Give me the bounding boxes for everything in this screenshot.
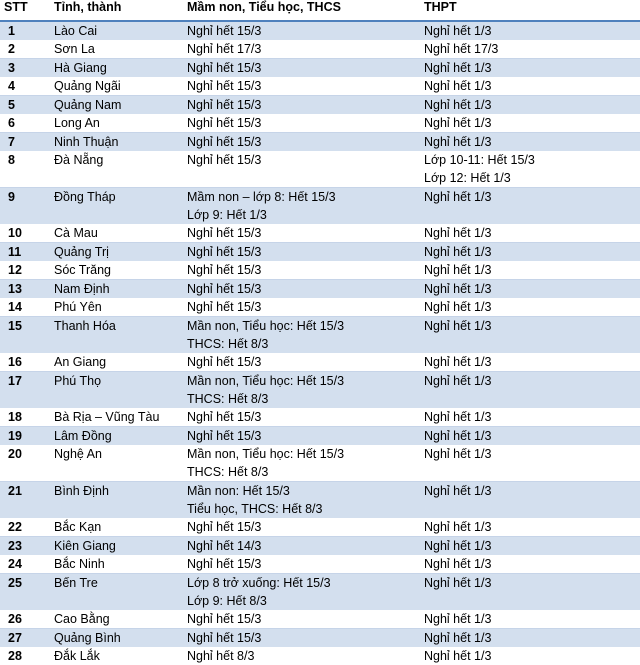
row-province: Kiên Giang [50,537,183,556]
primary-secondary-line: Lớp 9: Hết 1/3 [187,208,267,222]
row-province: Quảng Bình [50,629,183,648]
row-stt: 1 [0,21,50,40]
primary-secondary-line: Mần non, Tiểu học: Hết 15/3 [187,447,345,461]
row-primary-secondary [183,537,420,556]
row-province: Nam Định [50,280,183,299]
row-stt: 16 [0,353,50,372]
row-high-school [420,298,640,317]
table-row [0,59,640,78]
row-province: Đồng Tháp [50,188,183,225]
row-stt: 27 [0,629,50,648]
primary-secondary-line: Nghỉ hết 15/3 [187,300,262,314]
row-high-school [420,610,640,629]
row-high-school [420,555,640,574]
row-stt: 6 [0,114,50,133]
table-row [0,353,640,372]
row-stt: 28 [0,647,50,665]
row-stt: 24 [0,555,50,574]
high-school-line: Nghỉ hết 1/3 [424,429,492,443]
table-row [0,317,640,354]
row-high-school [420,40,640,59]
row-province: Đắk Lắk [50,647,183,665]
high-school-line: Lớp 12: Hết 1/3 [424,171,511,185]
primary-secondary-line: Nghỉ hết 15/3 [187,135,262,149]
high-school-line: Nghỉ hết 1/3 [424,539,492,553]
header-stt: STT [0,0,50,21]
row-primary-secondary [183,59,420,78]
row-primary-secondary [183,280,420,299]
row-province: Bắc Ninh [50,555,183,574]
high-school-line: Nghỉ hết 1/3 [424,612,492,626]
row-primary-secondary [183,518,420,537]
table-row [0,40,640,59]
row-stt: 8 [0,151,50,188]
row-province: Bắc Kạn [50,518,183,537]
row-province: Thanh Hóa [50,317,183,354]
row-province: Cà Mau [50,224,183,243]
row-stt: 9 [0,188,50,225]
high-school-line: Nghỉ hết 1/3 [424,61,492,75]
row-high-school [420,151,640,188]
header-province: Tỉnh, thành [50,0,183,21]
row-stt: 20 [0,445,50,482]
row-primary-secondary [183,151,420,188]
row-high-school [420,317,640,354]
row-primary-secondary [183,574,420,611]
row-high-school [420,537,640,556]
table-row [0,372,640,409]
row-stt: 14 [0,298,50,317]
row-high-school [420,445,640,482]
primary-secondary-line: THCS: Hết 8/3 [187,465,269,479]
table-row [0,610,640,629]
primary-secondary-line: Mần non, Tiểu học: Hết 15/3 [187,374,345,388]
table-row [0,555,640,574]
row-high-school [420,427,640,446]
table-row [0,77,640,96]
row-high-school [420,224,640,243]
high-school-line: Nghỉ hết 1/3 [424,190,492,204]
high-school-line: Nghỉ hết 1/3 [424,520,492,534]
row-stt: 5 [0,96,50,115]
row-province: Quảng Nam [50,96,183,115]
row-stt: 12 [0,261,50,280]
high-school-line: Nghỉ hết 17/3 [424,42,499,56]
row-stt: 10 [0,224,50,243]
row-province: Sóc Trăng [50,261,183,280]
row-stt: 15 [0,317,50,354]
table-body [0,21,640,665]
high-school-line: Nghỉ hết 1/3 [424,649,492,663]
high-school-line: Nghỉ hết 1/3 [424,447,492,461]
row-primary-secondary [183,96,420,115]
row-primary-secondary [183,21,420,40]
row-primary-secondary [183,298,420,317]
primary-secondary-line: Nghỉ hết 15/3 [187,282,262,296]
table-row [0,298,640,317]
high-school-line: Nghỉ hết 1/3 [424,576,492,590]
high-school-line: Nghỉ hết 1/3 [424,116,492,130]
primary-secondary-line: Nghỉ hết 15/3 [187,612,262,626]
table-row [0,518,640,537]
row-high-school [420,353,640,372]
row-stt: 21 [0,482,50,519]
row-primary-secondary [183,445,420,482]
primary-secondary-line: Tiểu học, THCS: Hết 8/3 [187,502,323,516]
row-province: Ninh Thuận [50,133,183,152]
primary-secondary-line: Nghỉ hết 15/3 [187,245,262,259]
high-school-line: Nghỉ hết 1/3 [424,263,492,277]
header-primary-secondary: Mầm non, Tiểu học, THCS [183,0,420,21]
high-school-line: Nghỉ hết 1/3 [424,484,492,498]
primary-secondary-line: Nghỉ hết 14/3 [187,539,262,553]
table-row [0,280,640,299]
row-high-school [420,77,640,96]
primary-secondary-line: Nghỉ hết 17/3 [187,42,262,56]
row-high-school [420,21,640,40]
row-stt: 22 [0,518,50,537]
primary-secondary-line: Nghỉ hết 15/3 [187,98,262,112]
row-primary-secondary [183,188,420,225]
row-primary-secondary [183,133,420,152]
primary-secondary-line: Mần non: Hết 15/3 [187,484,290,498]
primary-secondary-line: Nghỉ hết 8/3 [187,649,255,663]
row-primary-secondary [183,372,420,409]
row-stt: 23 [0,537,50,556]
primary-secondary-line: THCS: Hết 8/3 [187,392,269,406]
primary-secondary-line: Nghỉ hết 15/3 [187,631,262,645]
row-primary-secondary [183,77,420,96]
table-row [0,482,640,519]
high-school-line: Nghỉ hết 1/3 [424,300,492,314]
row-stt: 19 [0,427,50,446]
high-school-line: Nghỉ hết 1/3 [424,79,492,93]
table-row [0,243,640,262]
table-row [0,647,640,665]
row-province: Quảng Ngãi [50,77,183,96]
row-stt: 26 [0,610,50,629]
primary-secondary-line: Nghỉ hết 15/3 [187,226,262,240]
row-high-school [420,96,640,115]
primary-secondary-line: Lớp 9: Hết 8/3 [187,594,267,608]
primary-secondary-line: Nghỉ hết 15/3 [187,263,262,277]
row-stt: 4 [0,77,50,96]
row-stt: 18 [0,408,50,427]
row-stt: 2 [0,40,50,59]
row-primary-secondary [183,555,420,574]
row-high-school [420,59,640,78]
table-row [0,537,640,556]
table-row [0,96,640,115]
row-primary-secondary [183,114,420,133]
row-primary-secondary [183,482,420,519]
table-row [0,574,640,611]
row-stt: 3 [0,59,50,78]
row-high-school [420,243,640,262]
primary-secondary-line: Mầm non – lớp 8: Hết 15/3 [187,190,336,204]
row-high-school [420,574,640,611]
row-stt: 17 [0,372,50,409]
primary-secondary-line: Nghỉ hết 15/3 [187,557,262,571]
table-row [0,261,640,280]
row-primary-secondary [183,317,420,354]
row-province: An Giang [50,353,183,372]
table-row [0,133,640,152]
high-school-line: Nghỉ hết 1/3 [424,98,492,112]
high-school-line: Nghỉ hết 1/3 [424,245,492,259]
high-school-line: Nghỉ hết 1/3 [424,135,492,149]
table-row [0,427,640,446]
table-row [0,21,640,40]
row-province: Phú Thọ [50,372,183,409]
table-row [0,224,640,243]
row-primary-secondary [183,647,420,665]
high-school-line: Nghỉ hết 1/3 [424,24,492,38]
row-primary-secondary [183,243,420,262]
row-primary-secondary [183,261,420,280]
primary-secondary-line: Nghỉ hết 15/3 [187,79,262,93]
header-high-school: THPT [420,0,640,21]
row-primary-secondary [183,40,420,59]
row-primary-secondary [183,353,420,372]
row-high-school [420,188,640,225]
row-high-school [420,629,640,648]
table-row [0,188,640,225]
row-stt: 25 [0,574,50,611]
primary-secondary-line: Nghỉ hết 15/3 [187,520,262,534]
row-province: Cao Bằng [50,610,183,629]
high-school-line: Nghỉ hết 1/3 [424,557,492,571]
high-school-line: Lớp 10-11: Hết 15/3 [424,153,535,167]
high-school-line: Nghỉ hết 1/3 [424,631,492,645]
row-high-school [420,408,640,427]
row-province: Bình Định [50,482,183,519]
row-primary-secondary [183,224,420,243]
high-school-line: Nghỉ hết 1/3 [424,374,492,388]
row-province: Lâm Đồng [50,427,183,446]
row-high-school [420,518,640,537]
table-row [0,408,640,427]
high-school-line: Nghỉ hết 1/3 [424,226,492,240]
row-province: Quảng Trị [50,243,183,262]
row-high-school [420,647,640,665]
row-stt: 13 [0,280,50,299]
row-province: Bà Rịa – Vũng Tàu [50,408,183,427]
primary-secondary-line: Nghỉ hết 15/3 [187,116,262,130]
row-stt: 7 [0,133,50,152]
table-row [0,114,640,133]
table-row [0,151,640,188]
table-row [0,629,640,648]
row-province: Nghệ An [50,445,183,482]
row-province: Phú Yên [50,298,183,317]
primary-secondary-line: Mần non, Tiểu học: Hết 15/3 [187,319,345,333]
row-high-school [420,280,640,299]
row-province: Hà Giang [50,59,183,78]
primary-secondary-line: Nghỉ hết 15/3 [187,153,262,167]
primary-secondary-line: Nghỉ hết 15/3 [187,355,262,369]
row-province: Bến Tre [50,574,183,611]
primary-secondary-line: Lớp 8 trở xuống: Hết 15/3 [187,576,331,590]
row-high-school [420,261,640,280]
primary-secondary-line: THCS: Hết 8/3 [187,337,269,351]
row-province: Đà Nẵng [50,151,183,188]
high-school-line: Nghỉ hết 1/3 [424,282,492,296]
row-high-school [420,482,640,519]
row-primary-secondary [183,427,420,446]
high-school-line: Nghỉ hết 1/3 [424,319,492,333]
primary-secondary-line: Nghỉ hết 15/3 [187,61,262,75]
table-header-row [0,0,640,21]
row-high-school [420,133,640,152]
primary-secondary-line: Nghỉ hết 15/3 [187,24,262,38]
row-province: Long An [50,114,183,133]
row-high-school [420,114,640,133]
high-school-line: Nghỉ hết 1/3 [424,410,492,424]
row-province: Sơn La [50,40,183,59]
row-primary-secondary [183,629,420,648]
primary-secondary-line: Nghỉ hết 15/3 [187,429,262,443]
primary-secondary-line: Nghỉ hết 15/3 [187,410,262,424]
row-high-school [420,372,640,409]
row-province: Lào Cai [50,21,183,40]
table-row [0,445,640,482]
row-primary-secondary [183,610,420,629]
high-school-line: Nghỉ hết 1/3 [424,355,492,369]
row-stt: 11 [0,243,50,262]
row-primary-secondary [183,408,420,427]
